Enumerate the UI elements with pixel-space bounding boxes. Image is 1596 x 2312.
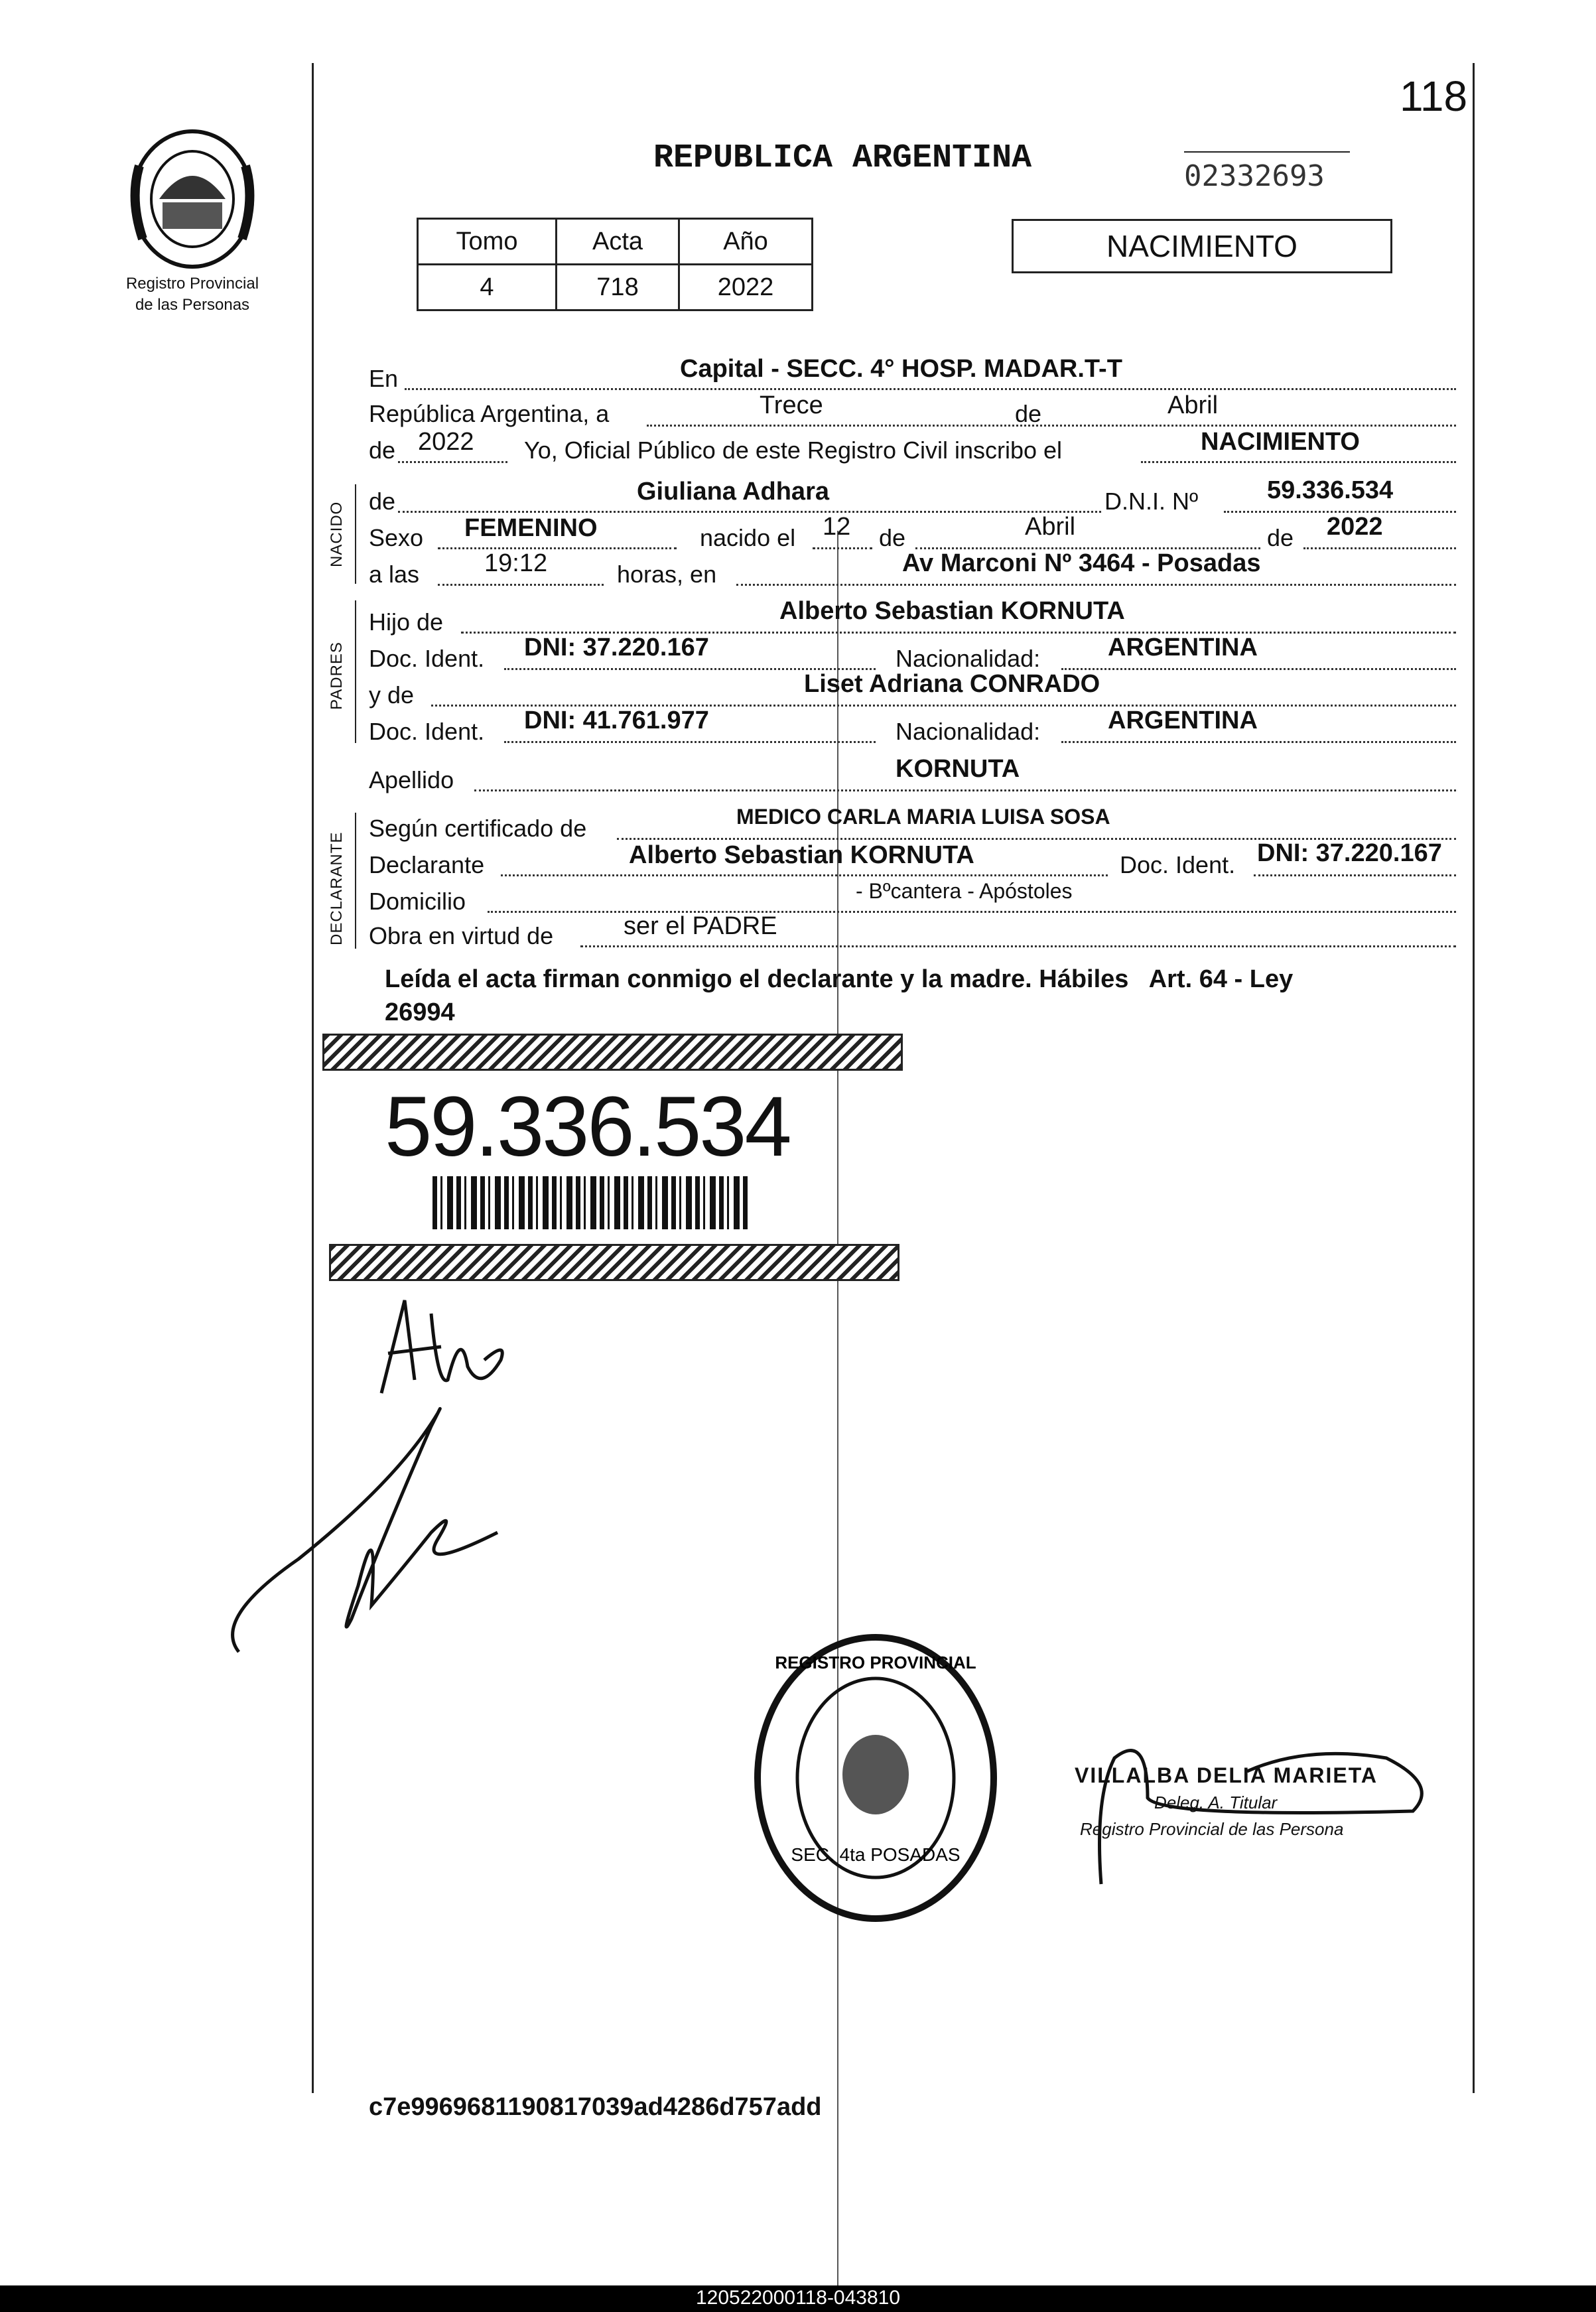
act-value: NACIMIENTO: [1201, 428, 1360, 456]
dots: [405, 388, 1456, 390]
year-value: 2022: [418, 428, 474, 456]
misiones-seal-logo: [126, 126, 259, 272]
declarante-label: Declarante: [369, 851, 485, 878]
father-name: Alberto Sebastian KORNUTA: [779, 597, 1125, 625]
padres-bracket: [355, 600, 356, 743]
doc-label: Doc. Ident.: [369, 645, 485, 672]
logo-caption-2: de las Personas: [135, 296, 250, 314]
domicilio-label: Domicilio: [369, 888, 466, 915]
acta-header: Acta: [557, 219, 679, 265]
hijo-label: Hijo de: [369, 608, 444, 636]
dots: [647, 425, 1456, 427]
act-type-box: NACIMIENTO: [1012, 219, 1392, 273]
serial-overline: [1184, 151, 1350, 153]
horas-label: horas, en: [617, 561, 717, 588]
dots: [398, 461, 507, 463]
official-name: VILLALBA DELIA MARIETA: [1075, 1763, 1378, 1787]
sticker-bottom-stripe: [329, 1244, 899, 1281]
registry-table: [417, 218, 813, 311]
de-label: de: [369, 488, 396, 515]
acta-value: 718: [557, 265, 679, 310]
official-office: Registro Provincial de las Persona: [1080, 1819, 1344, 1839]
birth-month: Abril: [1025, 513, 1076, 541]
nacido-label: nacido el: [700, 524, 796, 551]
serial-number: 02332693: [1184, 159, 1325, 193]
dots: [1061, 668, 1456, 670]
birth-year: 2022: [1327, 513, 1383, 541]
obra-label: Obra en virtud de: [369, 922, 554, 949]
child-name: Giuliana Adhara: [637, 478, 829, 506]
sexo-value: FEMENINO: [464, 514, 598, 542]
domicilio-value: - Bºcantera - Apóstoles: [856, 879, 1073, 903]
doc-label: Doc. Ident.: [369, 718, 485, 745]
declarante-section-label: DECLARANTE: [328, 831, 346, 945]
dni-label: D.N.I. Nº: [1104, 488, 1199, 515]
footer-id: 120522000118-043810: [695, 2287, 901, 2309]
de-label-3: de: [1267, 524, 1294, 551]
dots: [438, 547, 677, 549]
officer-text: Yo, Oficial Público de este Registro Civil inscribo el: [524, 437, 1063, 464]
svg-text:REGISTRO PROVINCIAL: REGISTRO PROVINCIAL: [775, 1653, 976, 1672]
birth-place: Av Marconi Nº 3464 - Posadas: [902, 549, 1261, 577]
fold-line: [837, 531, 838, 2289]
de2-label: de: [369, 437, 396, 464]
anio-value: 2022: [679, 265, 813, 310]
birth-day: 12: [823, 513, 851, 541]
dots: [504, 741, 876, 743]
republica-label: República Argentina, a: [369, 400, 610, 427]
month-value: Abril: [1167, 391, 1219, 419]
declarante-doc-label: Doc. Ident.: [1120, 851, 1236, 878]
dots: [1061, 741, 1456, 743]
declarant-signature: [219, 1400, 537, 1665]
apellido-value: KORNUTA: [896, 755, 1020, 783]
declarante-bracket: [355, 813, 356, 949]
declarante-value: Alberto Sebastian KORNUTA: [629, 841, 974, 869]
sticker-dni-number: 59.336.534: [385, 1079, 790, 1174]
tomo-header: Tomo: [418, 219, 557, 265]
closing-text-line2: 26994: [385, 998, 455, 1026]
declarante-doc: DNI: 37.220.167: [1257, 839, 1442, 867]
padres-section-label: PADRES: [328, 642, 346, 710]
right-margin-line: [1473, 63, 1475, 2093]
de-label-2: de: [879, 524, 906, 551]
alas-label: a las: [369, 561, 420, 588]
dots: [398, 511, 1101, 513]
cert-value: MEDICO CARLA MARIA LUISA SOSA: [736, 805, 1110, 829]
mother-signature: [368, 1287, 521, 1406]
obra-value: ser el PADRE: [624, 912, 777, 940]
dots: [580, 945, 1456, 947]
dots: [813, 547, 872, 549]
place-value: Capital - SECC. 4° HOSP. MADAR.T-T: [680, 355, 1122, 383]
en-label: En: [369, 365, 399, 392]
child-dni: 59.336.534: [1267, 476, 1394, 504]
official-title: Deleg. A. Titular: [1154, 1793, 1278, 1812]
mother-nationality: ARGENTINA: [1108, 707, 1258, 734]
logo-caption-1: Registro Provincial: [125, 275, 259, 293]
father-doc: DNI: 37.220.167: [524, 634, 709, 661]
sexo-label: Sexo: [369, 524, 424, 551]
dots: [474, 789, 1456, 791]
apellido-label: Apellido: [369, 766, 454, 793]
dots: [736, 584, 1456, 586]
de-label: de: [1015, 400, 1042, 427]
nacionalidad-label: Nacionalidad:: [896, 645, 1041, 672]
left-margin-line: [312, 63, 314, 2093]
yde-label: y de: [369, 681, 415, 709]
nacionalidad-label: Nacionalidad:: [896, 718, 1041, 745]
cert-label: Según certificado de: [369, 815, 587, 842]
nacido-section-label: NACIDO: [328, 501, 346, 567]
anio-header: Año: [679, 219, 813, 265]
mother-name: Liset Adriana CONRADO: [804, 670, 1100, 698]
svg-text:SEC. 4ta POSADAS: SEC. 4ta POSADAS: [791, 1844, 961, 1865]
birth-time: 19:12: [484, 549, 548, 577]
tomo-value: 4: [418, 265, 557, 310]
document-hash: c7e9969681190817039ad4286d757add: [369, 2093, 822, 2121]
sticker-barcode: [432, 1176, 751, 1229]
dots: [1141, 461, 1456, 463]
page-number: 118: [1400, 72, 1468, 120]
sticker-top-stripe: [322, 1034, 903, 1071]
day-value: Trece: [760, 391, 823, 419]
dots: [1303, 547, 1456, 549]
nacido-bracket: [355, 484, 356, 584]
dots: [501, 874, 1108, 876]
father-nationality: ARGENTINA: [1108, 634, 1258, 661]
registry-stamp: [750, 1629, 1002, 1927]
dots: [1254, 874, 1456, 876]
dots: [438, 584, 604, 586]
mother-doc: DNI: 41.761.977: [524, 707, 709, 734]
closing-text-line1: Leída el acta firman conmigo el declarante y la madre. Hábiles Art. 64 - Ley: [385, 965, 1294, 993]
country-title: REPUBLICA ARGENTINA: [653, 139, 1032, 177]
